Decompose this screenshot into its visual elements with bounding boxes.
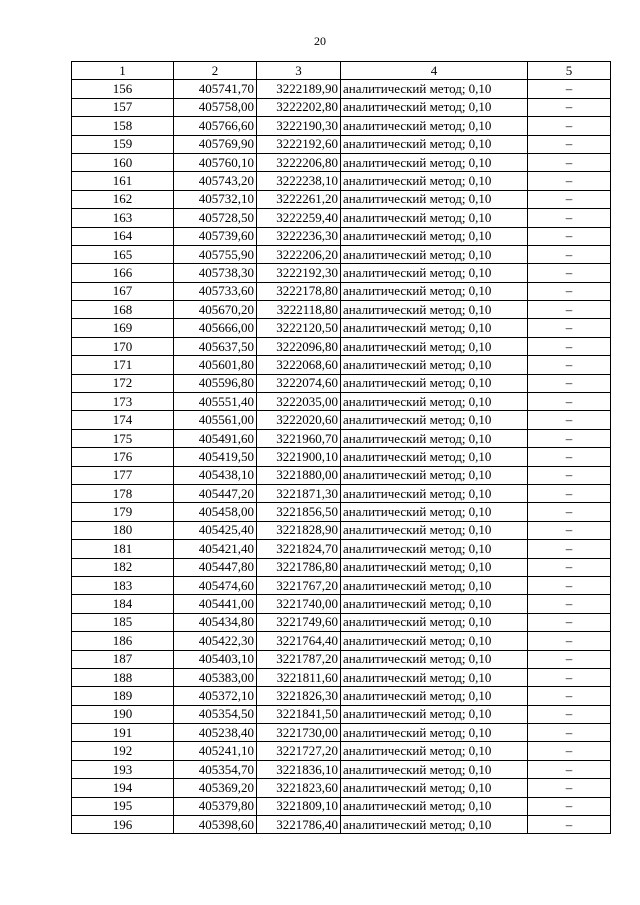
description-cell: – — [528, 742, 611, 760]
description-cell: – — [528, 521, 611, 539]
point-number-cell: 187 — [72, 650, 174, 668]
description-cell: – — [528, 779, 611, 797]
page-number: 20 — [314, 34, 326, 48]
method-accuracy-cell: аналитический метод; 0,10 — [341, 190, 528, 208]
y-coordinate-cell: 3221900,10 — [257, 448, 341, 466]
x-coordinate-cell: 405422,30 — [174, 632, 257, 650]
description-cell: – — [528, 797, 611, 815]
table-row — [72, 779, 611, 797]
table-row — [72, 374, 611, 392]
y-coordinate-cell: 3221811,60 — [257, 668, 341, 686]
y-coordinate-cell: 3222202,80 — [257, 98, 341, 116]
method-accuracy-cell: аналитический метод; 0,10 — [341, 117, 528, 135]
description-cell: – — [528, 558, 611, 576]
y-coordinate-cell: 3222206,20 — [257, 245, 341, 263]
x-coordinate-cell: 405238,40 — [174, 724, 257, 742]
point-number-cell: 179 — [72, 503, 174, 521]
x-coordinate-cell: 405419,50 — [174, 448, 257, 466]
point-number-cell: 164 — [72, 227, 174, 245]
column-header-1: 1 — [72, 62, 174, 80]
point-number-cell: 162 — [72, 190, 174, 208]
table-row — [72, 98, 611, 116]
column-header-3: 3 — [257, 62, 341, 80]
y-coordinate-cell: 3222192,60 — [257, 135, 341, 153]
y-coordinate-cell: 3222259,40 — [257, 209, 341, 227]
point-number-cell: 196 — [72, 816, 174, 834]
y-coordinate-cell: 3221871,30 — [257, 484, 341, 502]
method-accuracy-cell: аналитический метод; 0,10 — [341, 374, 528, 392]
description-cell: – — [528, 687, 611, 705]
table-body — [72, 80, 611, 834]
table-row — [72, 576, 611, 594]
description-cell: – — [528, 816, 611, 834]
x-coordinate-cell: 405738,30 — [174, 264, 257, 282]
table-row — [72, 503, 611, 521]
table-row — [72, 705, 611, 723]
method-accuracy-cell: аналитический метод; 0,10 — [341, 668, 528, 686]
point-number-cell: 181 — [72, 540, 174, 558]
x-coordinate-cell: 405732,10 — [174, 190, 257, 208]
point-number-cell: 188 — [72, 668, 174, 686]
point-number-cell: 186 — [72, 632, 174, 650]
method-accuracy-cell: аналитический метод; 0,10 — [341, 595, 528, 613]
table-row — [72, 429, 611, 447]
y-coordinate-cell: 3221727,20 — [257, 742, 341, 760]
y-coordinate-cell: 3221730,00 — [257, 724, 341, 742]
x-coordinate-cell: 405596,80 — [174, 374, 257, 392]
table-row — [72, 117, 611, 135]
point-number-cell: 190 — [72, 705, 174, 723]
y-coordinate-cell: 3222118,80 — [257, 301, 341, 319]
description-cell: – — [528, 393, 611, 411]
method-accuracy-cell: аналитический метод; 0,10 — [341, 209, 528, 227]
method-accuracy-cell: аналитический метод; 0,10 — [341, 521, 528, 539]
column-header-5: 5 — [528, 62, 611, 80]
description-cell: – — [528, 80, 611, 98]
point-number-cell: 193 — [72, 760, 174, 778]
description-cell: – — [528, 632, 611, 650]
y-coordinate-cell: 3221787,20 — [257, 650, 341, 668]
point-number-cell: 175 — [72, 429, 174, 447]
table-row — [72, 80, 611, 98]
table-row — [72, 797, 611, 815]
table-row — [72, 540, 611, 558]
x-coordinate-cell: 405379,80 — [174, 797, 257, 815]
x-coordinate-cell: 405741,70 — [174, 80, 257, 98]
description-cell: – — [528, 319, 611, 337]
y-coordinate-cell: 3221786,80 — [257, 558, 341, 576]
description-cell: – — [528, 466, 611, 484]
y-coordinate-cell: 3222261,20 — [257, 190, 341, 208]
method-accuracy-cell: аналитический метод; 0,10 — [341, 558, 528, 576]
x-coordinate-cell: 405637,50 — [174, 337, 257, 355]
point-number-cell: 173 — [72, 393, 174, 411]
method-accuracy-cell: аналитический метод; 0,10 — [341, 632, 528, 650]
method-accuracy-cell: аналитический метод; 0,10 — [341, 613, 528, 631]
description-cell: – — [528, 153, 611, 171]
point-number-cell: 159 — [72, 135, 174, 153]
method-accuracy-cell: аналитический метод; 0,10 — [341, 779, 528, 797]
y-coordinate-cell: 3221809,10 — [257, 797, 341, 815]
method-accuracy-cell: аналитический метод; 0,10 — [341, 135, 528, 153]
method-accuracy-cell: аналитический метод; 0,10 — [341, 742, 528, 760]
table-row — [72, 227, 611, 245]
x-coordinate-cell: 405728,50 — [174, 209, 257, 227]
method-accuracy-cell: аналитический метод; 0,10 — [341, 337, 528, 355]
table-row — [72, 632, 611, 650]
method-accuracy-cell: аналитический метод; 0,10 — [341, 80, 528, 98]
description-cell: – — [528, 374, 611, 392]
y-coordinate-cell: 3222068,60 — [257, 356, 341, 374]
method-accuracy-cell: аналитический метод; 0,10 — [341, 797, 528, 815]
x-coordinate-cell: 405447,20 — [174, 484, 257, 502]
description-cell: – — [528, 650, 611, 668]
description-cell: – — [528, 227, 611, 245]
x-coordinate-cell: 405601,80 — [174, 356, 257, 374]
description-cell: – — [528, 724, 611, 742]
y-coordinate-cell: 3222206,80 — [257, 153, 341, 171]
y-coordinate-cell: 3221836,10 — [257, 760, 341, 778]
header-row — [72, 62, 611, 80]
table-row — [72, 448, 611, 466]
point-number-cell: 189 — [72, 687, 174, 705]
point-number-cell: 171 — [72, 356, 174, 374]
x-coordinate-cell: 405383,00 — [174, 668, 257, 686]
column-header-2: 2 — [174, 62, 257, 80]
method-accuracy-cell: аналитический метод; 0,10 — [341, 98, 528, 116]
method-accuracy-cell: аналитический метод; 0,10 — [341, 411, 528, 429]
x-coordinate-cell: 405769,90 — [174, 135, 257, 153]
x-coordinate-cell: 405551,40 — [174, 393, 257, 411]
method-accuracy-cell: аналитический метод; 0,10 — [341, 760, 528, 778]
description-cell: – — [528, 503, 611, 521]
description-cell: – — [528, 209, 611, 227]
point-number-cell: 180 — [72, 521, 174, 539]
point-number-cell: 183 — [72, 576, 174, 594]
y-coordinate-cell: 3221880,00 — [257, 466, 341, 484]
x-coordinate-cell: 405760,10 — [174, 153, 257, 171]
point-number-cell: 176 — [72, 448, 174, 466]
point-number-cell: 192 — [72, 742, 174, 760]
x-coordinate-cell: 405434,80 — [174, 613, 257, 631]
column-header-4: 4 — [341, 62, 528, 80]
point-number-cell: 157 — [72, 98, 174, 116]
table-row — [72, 319, 611, 337]
table-row — [72, 411, 611, 429]
x-coordinate-cell: 405447,80 — [174, 558, 257, 576]
method-accuracy-cell: аналитический метод; 0,10 — [341, 245, 528, 263]
description-cell: – — [528, 135, 611, 153]
point-number-cell: 182 — [72, 558, 174, 576]
description-cell: – — [528, 668, 611, 686]
x-coordinate-cell: 405369,20 — [174, 779, 257, 797]
x-coordinate-cell: 405739,60 — [174, 227, 257, 245]
table-row — [72, 484, 611, 502]
table-row — [72, 282, 611, 300]
y-coordinate-cell: 3221749,60 — [257, 613, 341, 631]
x-coordinate-cell: 405441,00 — [174, 595, 257, 613]
table-row — [72, 356, 611, 374]
x-coordinate-cell: 405766,60 — [174, 117, 257, 135]
table-row — [72, 301, 611, 319]
method-accuracy-cell: аналитический метод; 0,10 — [341, 687, 528, 705]
x-coordinate-cell: 405458,00 — [174, 503, 257, 521]
method-accuracy-cell: аналитический метод; 0,10 — [341, 705, 528, 723]
table-header — [72, 62, 611, 80]
table-row — [72, 816, 611, 834]
x-coordinate-cell: 405743,20 — [174, 172, 257, 190]
y-coordinate-cell: 3222096,80 — [257, 337, 341, 355]
table-row — [72, 724, 611, 742]
point-number-cell: 184 — [72, 595, 174, 613]
table-row — [72, 209, 611, 227]
description-cell: – — [528, 448, 611, 466]
point-number-cell: 170 — [72, 337, 174, 355]
x-coordinate-cell: 405474,60 — [174, 576, 257, 594]
method-accuracy-cell: аналитический метод; 0,10 — [341, 484, 528, 502]
x-coordinate-cell: 405758,00 — [174, 98, 257, 116]
description-cell: – — [528, 117, 611, 135]
x-coordinate-cell: 405561,00 — [174, 411, 257, 429]
table-row — [72, 613, 611, 631]
method-accuracy-cell: аналитический метод; 0,10 — [341, 227, 528, 245]
y-coordinate-cell: 3222035,00 — [257, 393, 341, 411]
y-coordinate-cell: 3221826,30 — [257, 687, 341, 705]
table-row — [72, 337, 611, 355]
y-coordinate-cell: 3222192,30 — [257, 264, 341, 282]
y-coordinate-cell: 3221740,00 — [257, 595, 341, 613]
table-row — [72, 742, 611, 760]
y-coordinate-cell: 3222178,80 — [257, 282, 341, 300]
point-number-cell: 160 — [72, 153, 174, 171]
x-coordinate-cell: 405354,70 — [174, 760, 257, 778]
y-coordinate-cell: 3221786,40 — [257, 816, 341, 834]
description-cell: – — [528, 429, 611, 447]
description-cell: – — [528, 172, 611, 190]
x-coordinate-cell: 405491,60 — [174, 429, 257, 447]
y-coordinate-cell: 3222236,30 — [257, 227, 341, 245]
point-number-cell: 195 — [72, 797, 174, 815]
y-coordinate-cell: 3222020,60 — [257, 411, 341, 429]
point-number-cell: 156 — [72, 80, 174, 98]
description-cell: – — [528, 337, 611, 355]
description-cell: – — [528, 301, 611, 319]
y-coordinate-cell: 3221824,70 — [257, 540, 341, 558]
description-cell: – — [528, 245, 611, 263]
x-coordinate-cell: 405398,60 — [174, 816, 257, 834]
x-coordinate-cell: 405403,10 — [174, 650, 257, 668]
y-coordinate-cell: 3222190,30 — [257, 117, 341, 135]
method-accuracy-cell: аналитический метод; 0,10 — [341, 429, 528, 447]
table-row — [72, 172, 611, 190]
description-cell: – — [528, 540, 611, 558]
method-accuracy-cell: аналитический метод; 0,10 — [341, 264, 528, 282]
description-cell: – — [528, 411, 611, 429]
y-coordinate-cell: 3221764,40 — [257, 632, 341, 650]
point-number-cell: 174 — [72, 411, 174, 429]
table-row — [72, 264, 611, 282]
y-coordinate-cell: 3221960,70 — [257, 429, 341, 447]
method-accuracy-cell: аналитический метод; 0,10 — [341, 466, 528, 484]
x-coordinate-cell: 405421,40 — [174, 540, 257, 558]
point-number-cell: 158 — [72, 117, 174, 135]
table-row — [72, 135, 611, 153]
x-coordinate-cell: 405755,90 — [174, 245, 257, 263]
point-number-cell: 177 — [72, 466, 174, 484]
table-row — [72, 245, 611, 263]
point-number-cell: 167 — [72, 282, 174, 300]
description-cell: – — [528, 98, 611, 116]
y-coordinate-cell: 3221856,50 — [257, 503, 341, 521]
x-coordinate-cell: 405241,10 — [174, 742, 257, 760]
description-cell: – — [528, 576, 611, 594]
description-cell: – — [528, 595, 611, 613]
table-row — [72, 153, 611, 171]
y-coordinate-cell: 3222238,10 — [257, 172, 341, 190]
method-accuracy-cell: аналитический метод; 0,10 — [341, 650, 528, 668]
y-coordinate-cell: 3221828,90 — [257, 521, 341, 539]
x-coordinate-cell: 405733,60 — [174, 282, 257, 300]
table-row — [72, 687, 611, 705]
method-accuracy-cell: аналитический метод; 0,10 — [341, 724, 528, 742]
description-cell: – — [528, 264, 611, 282]
point-number-cell: 191 — [72, 724, 174, 742]
point-number-cell: 161 — [72, 172, 174, 190]
description-cell: – — [528, 356, 611, 374]
y-coordinate-cell: 3221767,20 — [257, 576, 341, 594]
point-number-cell: 178 — [72, 484, 174, 502]
coordinates-table — [71, 61, 611, 834]
method-accuracy-cell: аналитический метод; 0,10 — [341, 153, 528, 171]
method-accuracy-cell: аналитический метод; 0,10 — [341, 172, 528, 190]
table-row — [72, 521, 611, 539]
point-number-cell: 169 — [72, 319, 174, 337]
x-coordinate-cell: 405666,00 — [174, 319, 257, 337]
table-row — [72, 595, 611, 613]
y-coordinate-cell: 3222074,60 — [257, 374, 341, 392]
method-accuracy-cell: аналитический метод; 0,10 — [341, 576, 528, 594]
table-row — [72, 558, 611, 576]
description-cell: – — [528, 484, 611, 502]
table-row — [72, 650, 611, 668]
table-row — [72, 760, 611, 778]
y-coordinate-cell: 3221823,60 — [257, 779, 341, 797]
method-accuracy-cell: аналитический метод; 0,10 — [341, 503, 528, 521]
x-coordinate-cell: 405354,50 — [174, 705, 257, 723]
y-coordinate-cell: 3221841,50 — [257, 705, 341, 723]
description-cell: – — [528, 190, 611, 208]
y-coordinate-cell: 3222120,50 — [257, 319, 341, 337]
x-coordinate-cell: 405425,40 — [174, 521, 257, 539]
method-accuracy-cell: аналитический метод; 0,10 — [341, 540, 528, 558]
method-accuracy-cell: аналитический метод; 0,10 — [341, 356, 528, 374]
x-coordinate-cell: 405670,20 — [174, 301, 257, 319]
method-accuracy-cell: аналитический метод; 0,10 — [341, 393, 528, 411]
description-cell: – — [528, 705, 611, 723]
description-cell: – — [528, 282, 611, 300]
point-number-cell: 165 — [72, 245, 174, 263]
point-number-cell: 172 — [72, 374, 174, 392]
x-coordinate-cell: 405438,10 — [174, 466, 257, 484]
x-coordinate-cell: 405372,10 — [174, 687, 257, 705]
point-number-cell: 166 — [72, 264, 174, 282]
method-accuracy-cell: аналитический метод; 0,10 — [341, 816, 528, 834]
table-row — [72, 393, 611, 411]
point-number-cell: 163 — [72, 209, 174, 227]
table-row — [72, 190, 611, 208]
y-coordinate-cell: 3222189,90 — [257, 80, 341, 98]
point-number-cell: 185 — [72, 613, 174, 631]
point-number-cell: 194 — [72, 779, 174, 797]
table-row — [72, 466, 611, 484]
method-accuracy-cell: аналитический метод; 0,10 — [341, 301, 528, 319]
description-cell: – — [528, 613, 611, 631]
method-accuracy-cell: аналитический метод; 0,10 — [341, 282, 528, 300]
description-cell: – — [528, 760, 611, 778]
method-accuracy-cell: аналитический метод; 0,10 — [341, 319, 528, 337]
point-number-cell: 168 — [72, 301, 174, 319]
table-row — [72, 668, 611, 686]
method-accuracy-cell: аналитический метод; 0,10 — [341, 448, 528, 466]
